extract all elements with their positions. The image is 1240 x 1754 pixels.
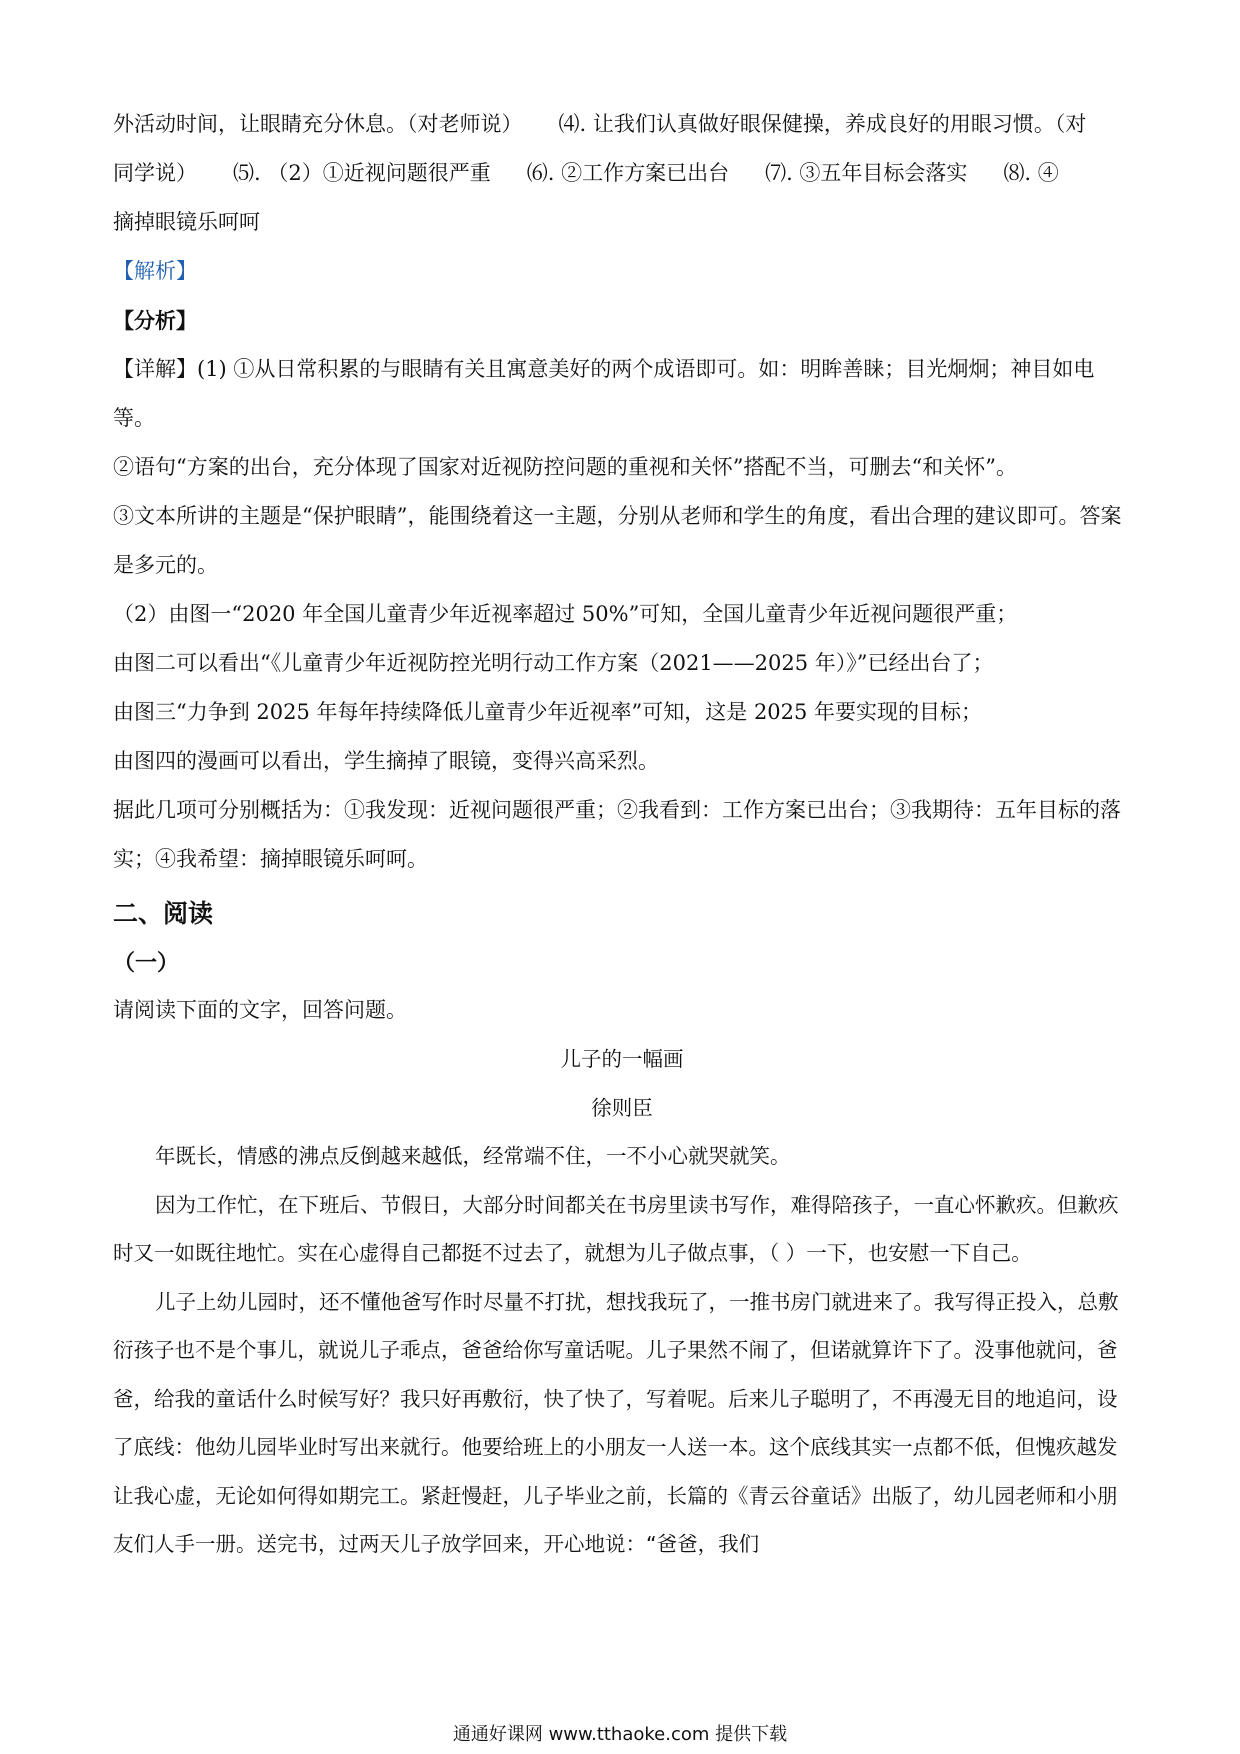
story-paragraph-3: 儿子上幼儿园时，还不懂他爸写作时尽量不打扰，想找我玩了，一推书房门就进来了。我写得正投入，总敷衍孩子也不是个事儿，就说儿子乖点，爸爸给你写童话呢。儿子果然不闹了，但诺就算许下了。没事他就问，爸爸，给我的童话什么时候写好？我只好再敷衍，快了快了，写着呢。后来儿子聪明了，不再漫无目的地追问，设了底线：他幼儿园毕业时写出来就行。他要给班上的小朋友一人送一本。这个底线其实一点都不低，但愧疚越发让我心虚，无论如何得如期完工。紧赶慢赶，儿子毕业之前，长篇的《青云谷童话》出版了，幼儿园老师和小朋友们人手一册。送完书，过两天儿子放学回来，开心地说：“爸爸，我们 <box>113 1289 1119 1556</box>
analysis-label: 【解析】 <box>113 259 197 283</box>
section-title: 二、阅读 <box>113 899 214 928</box>
reading-instruction: 请阅读下面的文字，回答问题。 <box>113 998 407 1022</box>
answer-line-1 <box>113 100 1131 149</box>
story-paragraph-2: 因为工作忙，在下班后、节假日，大部分时间都关在书房里读书写作，难得陪孩子，一直心怀歉疚。但歉疚时又一如既往地忙。实在心虚得自己都挺不过去了，就想为儿子做点事，（ ）一下，也安慰一下自己。 <box>113 1192 1119 1265</box>
answer-6-text: ⑹. ②工作方案已出台 <box>526 161 730 185</box>
subsection-title: （一） <box>113 950 180 976</box>
detail-paragraph-7: 由图四的漫画可以看出，学生摘掉了眼镜，变得兴高采烈。 <box>113 749 659 773</box>
answer-8-end: 摘掉眼镜乐呵呵 <box>113 210 260 234</box>
detail-paragraph-2: ②语句“方案的出台，充分体现了国家对近视防控问题的重视和关怀”搭配不当，可删去“和关怀”。 <box>113 455 1017 479</box>
detail-paragraph-5: 由图二可以看出“《儿童青少年近视防控光明行动工作方案（2021——2025 年）》”已经出台了； <box>113 651 994 675</box>
story-title: 儿子的一幅画 <box>560 1047 684 1071</box>
answer-7-text: ⑺. ③五年目标会落实 <box>765 161 968 185</box>
answer-3-text: 外活动时间，让眼睛充分休息。（对老师说） <box>113 112 523 136</box>
page-content <box>113 100 1131 1569</box>
page-footer: 通通好课网 www.tthaoke.com 提供下载 <box>452 1724 788 1745</box>
answer-4-text: ⑷. 让我们认真做好眼保健操，养成良好的用眼习惯。（对 <box>558 112 1087 136</box>
answer-4-end: 同学说） <box>113 161 197 185</box>
detail-paragraph-3: ③文本所讲的主题是“保护眼睛”，能围绕着这一主题，分别从老师和学生的角度，看出合理的建议即可。答案是多元的。 <box>113 504 1122 577</box>
detail-paragraph-6: 由图三“力争到 2025 年每年持续降低儿童青少年近视率”可知，这是 2025 年要实现的目标； <box>113 700 983 724</box>
fenxi-label: 【分析】 <box>113 308 197 333</box>
detail-paragraph-4: （2）由图一“2020 年全国儿童青少年近视率超过 50%”可知，全国儿童青少年近视问题很严重； <box>113 602 1018 626</box>
answer-5-text: ⑸. （2）①近视问题很严重 <box>233 161 491 185</box>
answer-line-2 <box>113 149 1131 198</box>
story-paragraph-1: 年既长，情感的沸点反倒越来越低，经常端不住，一不小心就哭就笑。 <box>155 1144 791 1168</box>
story-author: 徐则臣 <box>591 1095 653 1120</box>
detail-paragraph-1: 【详解】(1) ①从日常积累的与眼睛有关且寓意美好的两个成语即可。如：明眸善睐；目光炯炯；神目如电等。 <box>113 357 1095 430</box>
answer-8-text: ⑻. ④ <box>1003 161 1059 185</box>
detail-paragraph-8: 据此几项可分别概括为：①我发现：近视问题很严重；②我看到：工作方案已出台；③我期待：五年目标的落实；④我希望：摘掉眼镜乐呵呵。 <box>113 798 1121 871</box>
